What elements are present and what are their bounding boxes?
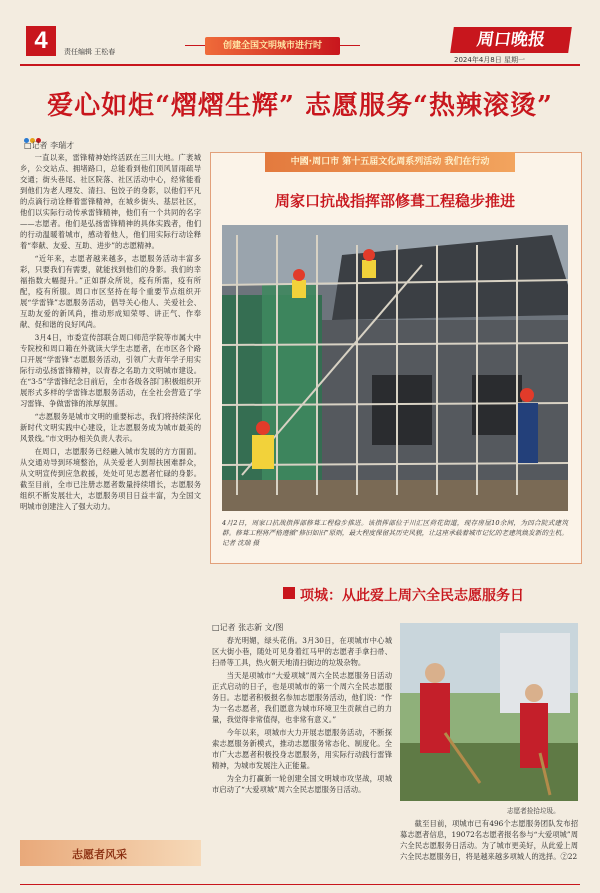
article1-paragraph: 在周口，志愿服务已经融入城市发展的方方面面。从交通劝导到环境整治，从关爱老人到帮扶困难群众，从文明宣传到应急救援，处处可见志愿者忙碌的身影。截至目前，全市已注册志愿者数量持续增长，志愿服务组织不断发展壮大，志愿服务项目日益丰富，为全国文明城市创建注入了强大动力。	[20, 447, 201, 511]
volunteer-section-banner	[20, 840, 201, 866]
section-marker-icon	[283, 587, 295, 599]
article3-paragraph: 春光明媚，绿头花俏。3月30日，在项城市中心城区大街小巷，随处可见身着红马甲的志愿者手拿扫帚、扫帚等工具，热火朝天地清扫街边的垃圾杂物。	[212, 636, 392, 667]
article3-title: 项城：从此爱上周六全民志愿服务日	[300, 588, 524, 604]
article1-byline: □记者 李瑞才	[24, 141, 75, 150]
article3-paragraph: 今年以来，项城市大力开展志愿服务活动，不断探索志愿服务新模式，推动志愿服务常态化、制度化。全市广大志愿者积极投身志愿服务，用实际行动践行雷锋精神，为城市发展注入正能量。	[212, 728, 392, 770]
issue-date: 2024年4月8日 星期一	[454, 56, 525, 64]
article3-tail	[400, 818, 578, 878]
article3-body	[212, 635, 392, 880]
article3-byline: □记者 张志新 文/图	[212, 623, 284, 632]
masthead	[0, 0, 600, 68]
main-headline: 爱心如炬“熠熠生辉” 志愿服务“热辣滚烫”	[47, 91, 553, 121]
article1-paragraph: 3月4日，市委宣传部联合周口师范学院等市属大中专院校和周口籍在外就读大学生志愿者，在市区各个路口开展“学雷锋”志愿服务活动，引领广大青年学子用实际行动弘扬雷锋精神，以青春之名助力文明城市建设。在“3·5”学雷锋纪念日前后，全市各级各部门积极组织开展形式多样的学雷锋志愿服务活动，在全社会营造了学习雷锋、争做雷锋的浓厚氛围。	[20, 333, 201, 408]
volunteer-photo	[400, 623, 578, 801]
article1-paragraph: 一直以来，雷锋精神始终活跃在三川大地。广袤城乡，公交站点、拥堵路口，总能看到他们顶风冒雨疏导交通；街头巷尾、社区院落、社区活动中心，经常能看到他们为老人理发、清扫、包饺子的身影，以他们平凡的点滴行动诠释着雷锋精神，在城乡街头、基层社区，他们以实际行动传承雷锋精神，他们有一个共同的名字——志愿者。他们是弘扬雷锋精神的具体实践者，他们的行动温暖着城市，感动着他人，他们用实际行动诠释着“奉献、友爱、互助、进步”的志愿精神。	[20, 153, 201, 250]
editor-credit: 责任编辑 王松春	[64, 48, 116, 56]
scaffolding-illustration	[222, 225, 568, 511]
volunteers-illustration	[400, 623, 578, 801]
article3-paragraph: 当天是项城市“大爱项城”周六全民志愿服务日活动正式启动的日子，也是项城市的第一个周六全民志愿服务日。志愿者积极报名参加志愿服务活动，他们说：“作为一名志愿者，我们愿意为城市环境卫生贡献自己的力量，我觉得非常值得，也非常有意义。”	[212, 671, 392, 724]
header-rule	[20, 64, 580, 66]
construction-photo-caption: 4月2日，周家口抗战指挥部修葺工程稳步推进。该指挥部位于川汇区荷花街道，现存房屋10余间，为四合院式建筑群。修葺工程将严格遵循“修旧如旧”原则，最大程度保留其历史风貌，让这座承载着城市记忆的老建筑焕发新的生机。 记者 沈瑞 摄	[222, 519, 568, 547]
volunteer-section-label: 志愿者风采	[72, 848, 127, 861]
article1-paragraph: “志愿服务是城市文明的重要标志，我们将持续深化新时代文明实践中心建设，让志愿服务成为城市最美的风景线。”市文明办相关负责人表示。	[20, 412, 201, 443]
article2-title: 周家口抗战指挥部修葺工程稳步推进	[274, 192, 515, 210]
article3-tail-paragraph: 截至目前，项城市已有496个志愿服务团队发布招募志愿者信息，19072名志愿者报名参与“大爱项城”周六全民志愿服务日活动。为了城市更美好，从此爱上周六全民志愿服务日，将是越来越多项城人的选择。②22	[400, 819, 578, 861]
campaign-banner: 创建全国文明城市进行时	[205, 37, 340, 55]
volunteer-photo-caption: 志愿者捡拾垃圾。	[507, 807, 560, 815]
page-number: 4	[26, 26, 56, 56]
construction-photo	[222, 225, 568, 511]
article3-paragraph: 为全力打赢新一轮创建全国文明城市攻坚战，项城市启动了“大爱项城”周六全民志愿服务日活动。	[212, 774, 392, 794]
article1-body	[20, 152, 201, 832]
article1-paragraph: “近年来，志愿者越来越多，志愿服务活动丰富多彩，只要我们有需要，就能找到他们的身影。我们的幸福指数大幅提升。”正如群众所说，疫有所需，疫有所配，疫有所服。周口市区坚持在每个重要节点组织开展“学雷锋”志愿服务活动，倡导关心他人、关爱社会、互助友爱的新风尚，推动形成知荣辱、讲正气、作奉献、促和谐的良好风尚。	[20, 254, 201, 329]
bottom-rule	[20, 884, 580, 885]
colored-dots-icon	[24, 128, 42, 140]
article2-tag: 中國·周口市 第十五届文化周系列活动 我们在行动	[265, 152, 515, 172]
newspaper-logo: 周口晚报	[450, 27, 572, 53]
